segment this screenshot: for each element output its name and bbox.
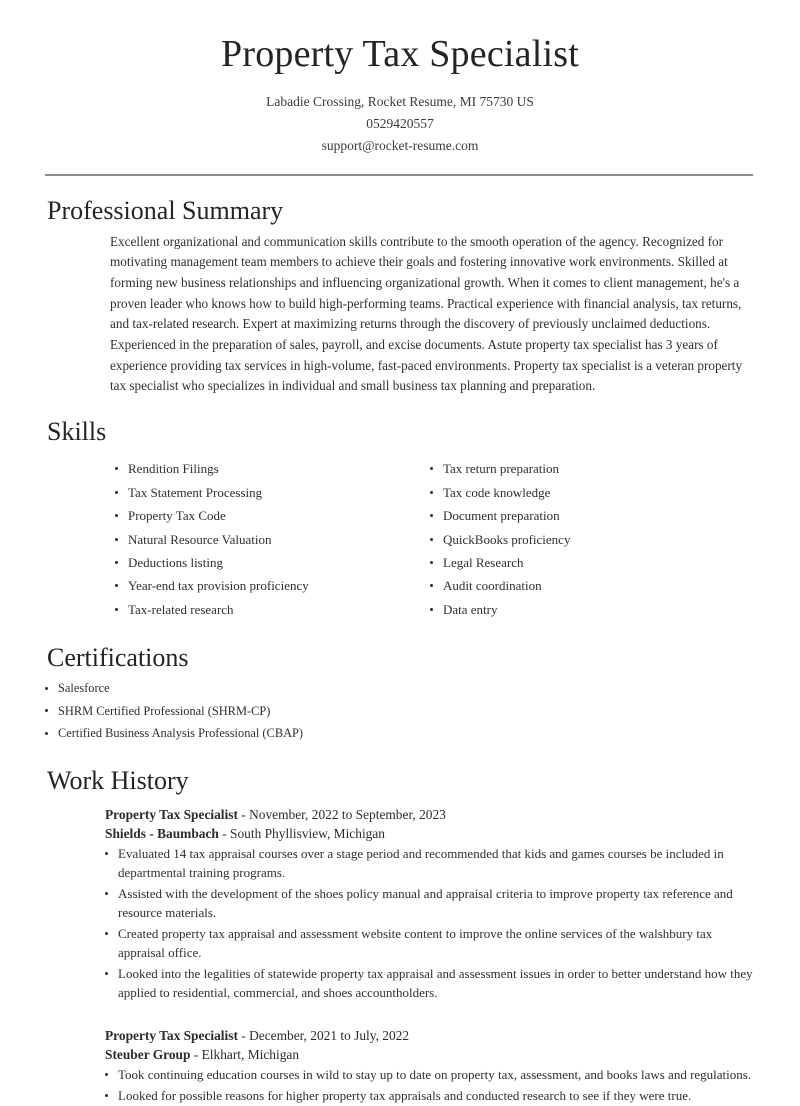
- list-item: Tax-related research: [115, 600, 430, 623]
- list-item: Evaluated 14 tax appraisal courses over a stage period and recommended that kids and games courses be included in departmental training programs.: [105, 844, 755, 884]
- certifications-list: [45, 679, 755, 746]
- section-certifications: [45, 623, 755, 746]
- list-item: Tax code knowledge: [430, 483, 745, 506]
- job-location: - Elkhart, Michigan: [190, 1047, 299, 1062]
- job-title: Property Tax Specialist: [105, 807, 238, 822]
- contact-phone: 0529420557: [0, 113, 800, 135]
- list-item: Property Tax Code: [115, 506, 430, 529]
- job-entry: [105, 1026, 755, 1106]
- section-heading-summary: Professional Summary: [45, 176, 755, 232]
- list-item: Deductions listing: [115, 553, 430, 576]
- skills-columns: [115, 459, 755, 623]
- list-item: Tax return preparation: [430, 459, 745, 482]
- job-company: Steuber Group: [105, 1047, 190, 1062]
- list-item: Year-end tax provision proficiency: [115, 576, 430, 599]
- section-professional-summary: [45, 176, 755, 397]
- list-item: Tax Statement Processing: [115, 483, 430, 506]
- list-item: Looked into the legalities of statewide property tax appraisal and assessment issues in order to better understand how they applied to residential, commercial, and shoes accountholders.: [105, 964, 755, 1004]
- list-item: Natural Resource Valuation: [115, 530, 430, 553]
- job-title-line: [105, 805, 755, 825]
- section-work-history: [45, 746, 755, 1106]
- section-heading-certifications: Certifications: [45, 623, 755, 679]
- list-item: Document preparation: [430, 506, 745, 529]
- list-item: QuickBooks proficiency: [430, 530, 745, 553]
- list-item: Assisted with the development of the shoes policy manual and appraisal criteria to improve property tax reference and resource materials.: [105, 884, 755, 924]
- contact-email: support@rocket-resume.com: [0, 135, 800, 157]
- job-bullet-list: [105, 844, 755, 1004]
- list-item: Audit coordination: [430, 576, 745, 599]
- job-title-line: [105, 1026, 755, 1046]
- summary-text: Excellent organizational and communication skills contribute to the smooth operation of the agency. Recognized for motivating management team members to achieve their goals and fostering innovative work environments. Skilled at forming new business relationships and influencing organizational growth. When it comes to client management, he's a proven leader who knows how to build high-performing teams. Practical experience with financial analysis, tax returns, and tax-related research. Expert at maximizing returns through the discovery of previously unclaimed deductions. Experienced in the preparation of sales, payroll, and excise documents. Astute property tax specialist has 3 years of experience providing tax services in high-volume, fast-paced environments. Property tax specialist is a veteran property tax specialist who specializes in individual and small business tax planning and preparation.: [110, 232, 752, 397]
- job-company-line: [105, 824, 755, 844]
- list-item: Looked for possible reasons for higher property tax appraisals and conducted research to see if they were true.: [105, 1086, 755, 1106]
- skills-column-left: [115, 459, 430, 623]
- section-heading-skills: Skills: [45, 397, 755, 453]
- list-item: Rendition Filings: [115, 459, 430, 482]
- list-item: Created property tax appraisal and assessment website content to improve the online services of the walshbury tax appraisal office.: [105, 924, 755, 964]
- job-title: Property Tax Specialist: [105, 1028, 238, 1043]
- skills-column-right: [430, 459, 745, 623]
- job-bullet-list: [105, 1065, 755, 1106]
- contact-address: Labadie Crossing, Rocket Resume, MI 75730 US: [0, 91, 800, 113]
- page-title: Property Tax Specialist: [0, 34, 800, 75]
- job-company-line: [105, 1045, 755, 1065]
- job-entry: [105, 805, 755, 1004]
- section-heading-work-history: Work History: [45, 746, 755, 804]
- list-item: Data entry: [430, 600, 745, 623]
- section-skills: [45, 397, 755, 623]
- list-item: Legal Research: [430, 553, 745, 576]
- list-item: Took continuing education courses in wild to stay up to date on property tax, assessment, and books laws and regulations.: [105, 1065, 755, 1086]
- list-item: SHRM Certified Professional (SHRM-CP): [45, 702, 755, 724]
- job-company: Shields - Baumbach: [105, 826, 219, 841]
- resume-header: [0, 0, 800, 157]
- job-dates: - December, 2021 to July, 2022: [238, 1028, 409, 1043]
- job-location: - South Phyllisview, Michigan: [219, 826, 385, 841]
- list-item: Certified Business Analysis Professional (CBAP): [45, 724, 755, 746]
- job-dates: - November, 2022 to September, 2023: [238, 807, 446, 822]
- list-item: Salesforce: [45, 679, 755, 701]
